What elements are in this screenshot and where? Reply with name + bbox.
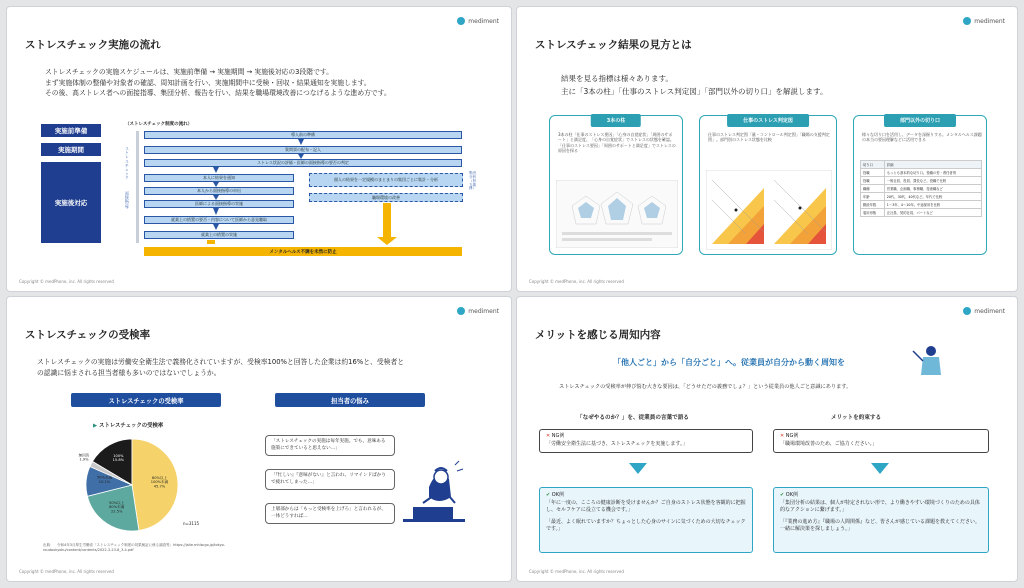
brand-name: mediment: [468, 17, 499, 25]
cross-icon: ✕: [546, 433, 551, 439]
slide-title: ストレスチェックの受検率: [25, 329, 151, 341]
body-line: ストレスチェックの実施スケジュールは、実施前準備 → 実施期間 → 実施後対応の3段階です。: [45, 68, 333, 76]
phase-during: 実施期間: [41, 143, 101, 156]
concern-bubble: 上層部からは「もっと受検率を上げろ」と言われるが、一体どうすれば…: [265, 503, 395, 524]
footer: Copyright © medPhone, inc. All rights reserved: [529, 279, 624, 284]
slide-title: ストレスチェック実施の流れ: [25, 39, 161, 51]
ng-label: NG例: [785, 433, 799, 439]
down-arrow-icon: [871, 463, 889, 474]
brand-name: mediment: [974, 17, 1005, 25]
table-cell: 正社員、契約社員、パートなど: [884, 209, 981, 217]
panel-text: 3本の柱「仕事のストレス要因」「心身の自覚症状」「周囲のサポート」と満足度。「心身の自覚症状」でストレスの状態を確認。「仕事のストレス要因」「周囲のサポートと満足度」でストレスの原因を探る: [558, 132, 676, 154]
check-icon: ✔: [780, 492, 785, 498]
footer: Copyright © medPhone, inc. All rights reserved: [529, 569, 624, 574]
flow-box: 就業上の措置の実施: [144, 231, 294, 239]
panel-text: 仕事のストレス判定図「量・コントロール判定図」「職場の支援判定図」。部門別のストレス状態を比較: [708, 132, 830, 143]
table-row: [861, 193, 982, 201]
panel-stress-chart: [699, 115, 837, 255]
table-row: [861, 177, 982, 185]
radar-chart-thumbnail: [556, 180, 678, 248]
table-cell: 一般社員、役員、課長など。役職で比較: [884, 177, 981, 185]
arrow-yellow: [383, 203, 391, 237]
footer: Copyright © medPhone, inc. All rights reserved: [19, 279, 114, 284]
arrow-down: [213, 195, 219, 200]
concern-bubble: 「ストレスチェックの実施は毎年実施。でも、意味ある施策にできていると思えない…」: [265, 435, 395, 456]
side-label: ストレスチェック: [125, 146, 129, 181]
table-cell: 職種: [861, 185, 885, 193]
pie-label: 80%以上 100%未満 45.7%: [150, 475, 169, 489]
body-line: 結果を見る指標は様々あります。: [561, 74, 673, 83]
arrow-down: [298, 154, 304, 159]
flow-box: 本人に結果を通知: [144, 174, 294, 182]
table-row: [861, 201, 982, 209]
panel-head: 3本の柱: [591, 114, 641, 127]
table-cell: 役職: [861, 177, 885, 185]
table-cell: 勤続年数: [861, 201, 885, 209]
slide-response-rate[interactable]: [6, 296, 512, 582]
ok-example-left: [539, 487, 753, 553]
check-icon: ✔: [546, 492, 551, 498]
pie-label: 50%未満 10.1%: [96, 475, 113, 484]
body-line: その後、高ストレス者への面接指導、集団分析、報告を行い、結果を職場環境改善につなげるような進め方です。: [45, 89, 391, 98]
panel-other-perspectives: [853, 115, 987, 255]
panel-three-pillars: [549, 115, 683, 255]
table-header: 詳細: [884, 161, 981, 169]
chip-response-rate: ストレスチェックの受検率: [71, 393, 221, 407]
ng-example-right: [773, 429, 989, 453]
ng-label: NG例: [551, 433, 565, 439]
bottom-bar: メンタルヘルス不調を未然に防止: [144, 247, 462, 256]
sample-size: n=3115: [183, 521, 200, 526]
ok-label: OK例: [551, 492, 565, 498]
table-cell: 営業職、企画職、事務職、技術職など: [884, 185, 981, 193]
down-arrow-icon: [629, 463, 647, 474]
ok-text: 「年に一度の、こころの健康診断を受けませんか？ご自身のストレス状態を客観的に把握し、セルフケアに役立てる機会です。」: [546, 499, 746, 513]
slide-messaging[interactable]: [516, 296, 1018, 582]
brand-name: mediment: [468, 307, 499, 315]
table-cell: 1〜3年、4〜10年。中途採用を比較: [884, 201, 981, 209]
ok-text: 「『業務の進め方』『職場の人間関係』など、皆さんが感じている課題を教えてください。一緒に解決策を探しましょう。」: [780, 518, 981, 532]
brand-icon: [457, 307, 465, 315]
brand-icon: [963, 17, 971, 25]
presenter-illustration: [909, 343, 945, 377]
arrow-down: [213, 167, 219, 173]
table-cell: 雇用形態: [861, 209, 885, 217]
slide-title: ストレスチェック結果の見方とは: [535, 39, 692, 51]
brand-name: mediment: [974, 307, 1005, 315]
table-row: [861, 209, 982, 217]
arrow-down: [298, 139, 304, 145]
ok-text: 「集団分析の結果は、個人が特定されない形で、より働きやすい環境づくりのための具体的なアクションに繋げます。」: [780, 499, 980, 513]
chart-caption: [93, 421, 163, 429]
body-line: 主に「3本の柱」「仕事のストレス判定図」「部門以外の切り口」を解説します。: [561, 86, 828, 96]
perspective-table: [860, 160, 982, 217]
slide-flow[interactable]: [6, 6, 512, 292]
right-label: 集団分析（努力義務）: [469, 171, 476, 191]
flow-box: 質問票の配布・記入: [144, 146, 462, 154]
brand-icon: [963, 307, 971, 315]
flow-box: 導入前の準備: [144, 131, 462, 139]
slide-body: [37, 357, 507, 378]
cross-icon: ✕: [780, 433, 785, 439]
arrow-yellow-head: [377, 237, 397, 245]
chart-title: ストレスチェックの受検率: [99, 423, 164, 429]
table-cell: もっとも基本的な切り口。役職の差・責任者別: [884, 169, 981, 177]
table-cell: 役職: [861, 169, 885, 177]
body-line: の認識に悩まされる担当者様も多いのではないでしょうか。: [37, 368, 221, 377]
table-cell: 年齢: [861, 193, 885, 201]
table-row: [861, 169, 982, 177]
pie-label: 50%以上 80%未満 22.5%: [109, 500, 125, 514]
brand-logo: [457, 307, 499, 315]
flow-box: 本人から面接指導の申出: [144, 187, 294, 195]
stress-judgement-chart-thumbnail: [706, 170, 832, 250]
arrow-down: [213, 224, 219, 230]
headline: 「他人ごと」から「自分ごと」へ。従業員が自分から動く周知を: [613, 358, 845, 367]
column-head-left: 「なぜやるのか？」を、従業員の言葉で語る: [577, 415, 689, 421]
ng-text: 「労働安全衛生法に基づき、ストレスチェックを実施します。」: [546, 440, 688, 447]
pie-label: 無回答 1.9%: [78, 453, 90, 462]
brand-logo: [963, 17, 1005, 25]
table-cell: 20代、30代、40代など。年代で比較: [884, 193, 981, 201]
caret-icon: ▶: [93, 423, 98, 429]
phase-after: 実施後対応: [41, 162, 101, 243]
slide-results[interactable]: [516, 6, 1018, 292]
slide-title: メリットを感じる周知内容: [535, 329, 661, 341]
sub-text: ストレスチェックの受検率が伸び悩む大きな要因は、「どうせただの義務でしょ？」という従業員の他人ごと意識にあります。: [559, 384, 852, 390]
pie-label: 100% 15.8%: [112, 454, 125, 463]
panel-head: 仕事のストレス判定図: [727, 114, 809, 127]
side-label: 面接指導: [125, 191, 129, 209]
worried-person-illustration: [399, 457, 479, 527]
ok-example-right: [773, 487, 989, 553]
panel-head: 部門以外の切り口: [884, 114, 956, 127]
flow-box: 就業上の措置の要否・内容について医師から意見聴取: [144, 216, 294, 224]
table-header: 切り口: [861, 161, 885, 169]
footer: Copyright © medPhone, inc. All rights reserved: [19, 569, 114, 574]
flow-box: 医師による面接指導の実施: [144, 200, 294, 208]
table-row: [861, 185, 982, 193]
source-note: 出典： 令和4年3月厚生労働省「ストレスチェック制度の効果検証に係る調査等」https://jsite.mhlw.go.jp/tokyo-roudoukyoku/content/contents/2022-3-23-8_3-4.pdf: [43, 543, 226, 552]
concern-bubble: 「『忙しい』『意味がない』と言われ、リマインドばかりで疲れてしまった…」: [265, 469, 395, 490]
arrow-yellow: [207, 240, 215, 244]
column-head-right: メリットを約束する: [831, 415, 882, 421]
body-line: ストレスチェックの実施は労働安全衛生法で義務化されていますが、受検率100%と回答した企業は約16%と、受検者と: [37, 358, 405, 366]
arrow-down: [213, 182, 219, 187]
ng-example-left: [539, 429, 753, 453]
flow-box-group: 職場環境の改善: [309, 193, 463, 202]
brand-logo: [963, 307, 1005, 315]
flow-box: ストレス状況の評価・医師の面接指導の要否の判定: [144, 159, 462, 167]
flow-title: （ストレスチェック制度の流れ）: [125, 122, 193, 127]
chip-concerns: 担当者の悩み: [275, 393, 425, 407]
phase-pre: 実施前準備: [41, 124, 101, 137]
flow-box-group: 個人の結果を一定規模のまとまりの集団ごとに集計・分析: [309, 173, 463, 187]
timeline-bar: [136, 131, 139, 243]
body-line: まず実施体制の整備や対象者の確認、周知計画を行い、実施期間中に受検・回収・結果通知を実施します。: [45, 78, 371, 87]
slide-body: [561, 73, 1001, 99]
ng-text: 「職場環境改善のため、ご協力ください。」: [780, 440, 878, 447]
arrow-down: [213, 208, 219, 215]
panel-text: 様々な切り口を活用し、データを深掘りする。メンタルヘルス課題の本当の要因理解などに活用できる: [862, 132, 982, 143]
ok-text: 「最近、よく眠れていますか？ちょっとした心身のサインに気づくための大切なチェックです。」: [546, 518, 746, 532]
ok-label: OK例: [785, 492, 799, 498]
